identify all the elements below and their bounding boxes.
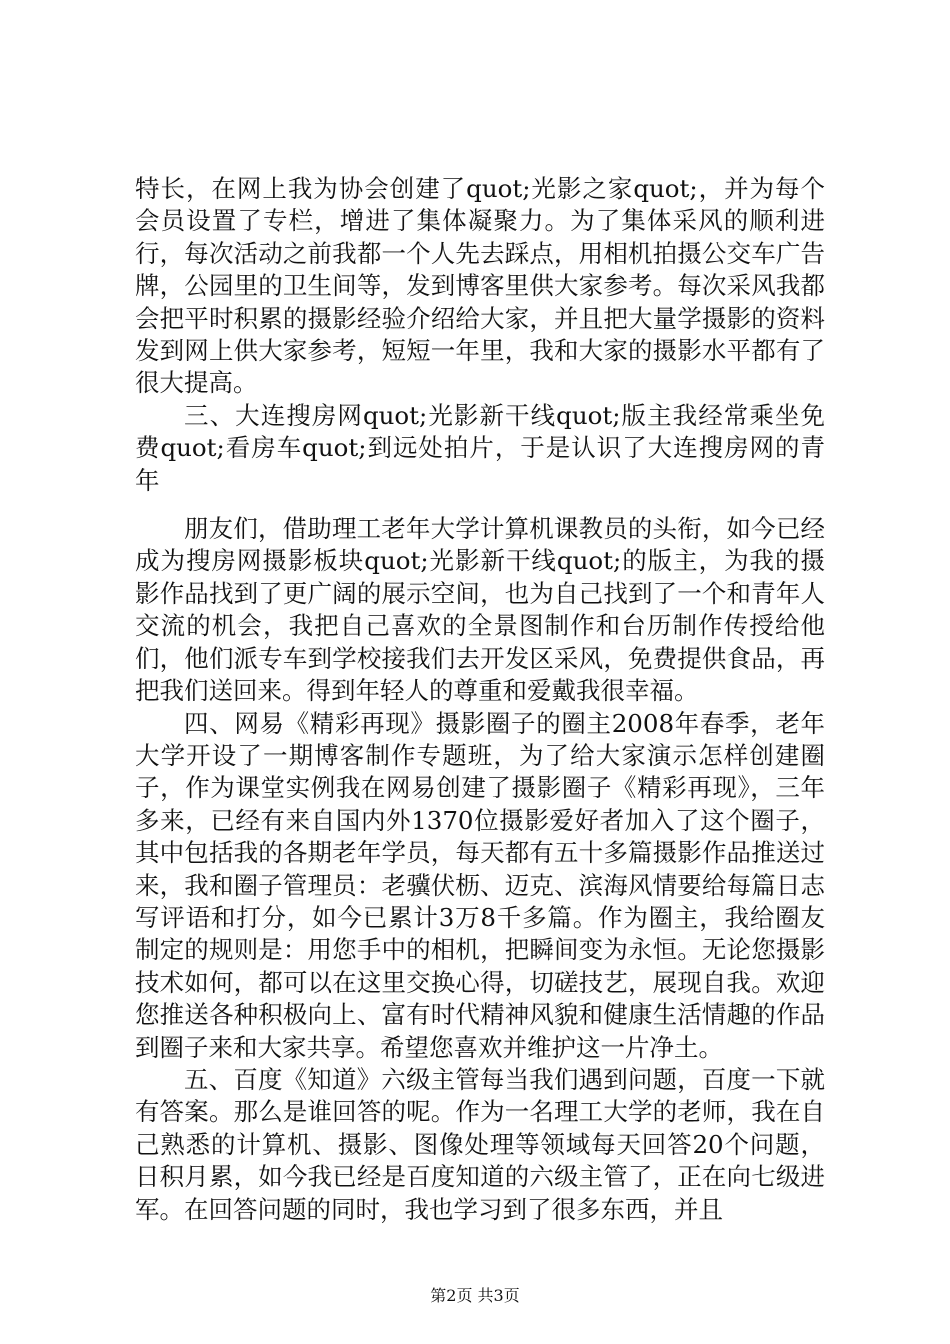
document-body — [135, 173, 825, 1226]
page-number-footer: 第2页 共3页 — [430, 1286, 520, 1305]
paragraph-1: 特长，在网上我为协会创建了quot;光影之家quot;，并为每个会员设置了专栏，增进了集体凝聚力。为了集体采风的顺利进行，每次活动之前我都一个人先去踩点，用相机拍摄公交车广告牌，公园里的卫生间等，发到博客里供大家参考。每次采风我都会把平时积累的摄影经验介绍给大家，并且把大量学摄影的资料发到网上供大家参考，短短一年里，我和大家的摄影水平都有了很大提高。 — [135, 174, 825, 398]
paragraph-3: 朋友们，借助理工老年大学计算机课教员的头衔，如今已经成为搜房网摄影板块quot;光影新干线quot;的版主，为我的摄影作品找到了更广阔的展示空间，也为自己找到了一个和青年人交流的机会，我把自己喜欢的全景图制作和台历制作传授给他们，他们派专车到学校接我们去开发区采风，免费提供食品，再把我们送回来。得到年轻人的尊重和爱戴我很幸福。 — [135, 514, 825, 706]
paragraph-4: 四、网易《精彩再现》摄影圈子的圈主2008年春季，老年大学开设了一期博客制作专题班，为了给大家演示怎样创建圈子，作为课堂实例我在网易创建了摄影圈子《精彩再现》，三年多来，已经有来自国内外1370位摄影爱好者加入了这个圈子，其中包括我的各期老年学员，每天都有五十多篇摄影作品推送过来，我和圈子管理员：老骥伏枥、迈克、滨海风情要给每篇日志写评语和打分，如今已累计3万8千多篇。作为圈主，我给圈友制定的规则是：用您手中的相机，把瞬间变为永恒。无论您摄影技术如何，都可以在这里交换心得，切磋技艺，展现自我。欢迎您推送各种积极向上、富有时代精神风貌和健康生活情趣的作品到圈子来和大家共享。希望您喜欢并维护这一片净土。 — [135, 708, 825, 1062]
paragraph-5: 五、百度《知道》六级主管每当我们遇到问题，百度一下就有答案。那么是谁回答的呢。作为一名理工大学的老师，我在自己熟悉的计算机、摄影、图像处理等领域每天回答20个问题，日积月累，如今我已经是百度知道的六级主管了，正在向七级进军。在回答问题的同时，我也学习到了很多东西，并且 — [135, 1064, 825, 1224]
paragraph-2: 三、大连搜房网quot;光影新干线quot;版主我经常乘坐免费quot;看房车quot;到远处拍片，于是认识了大连搜房网的青年 — [135, 400, 825, 495]
